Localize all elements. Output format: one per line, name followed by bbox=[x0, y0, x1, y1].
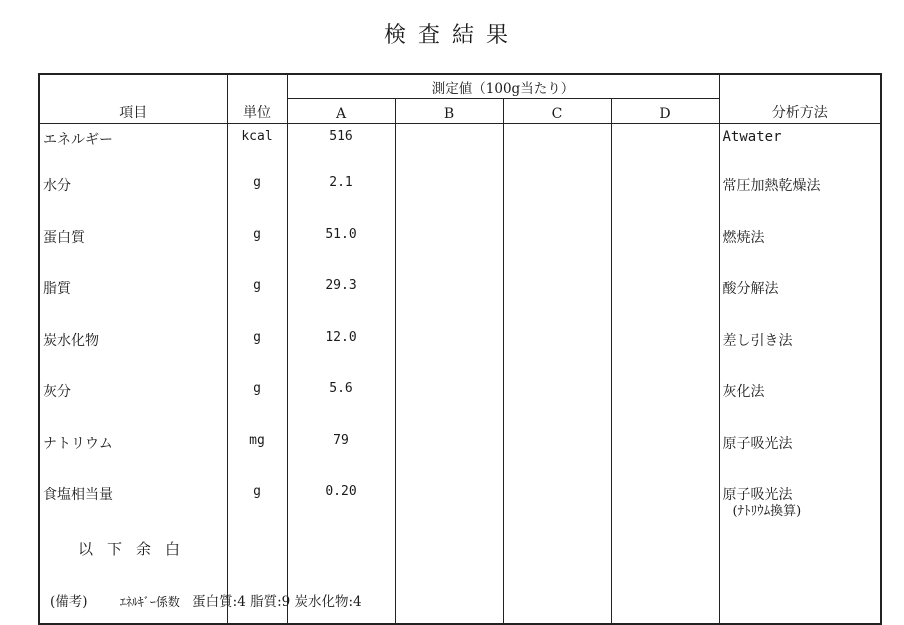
value-d bbox=[611, 375, 719, 427]
item-name: 食塩相当量 bbox=[39, 478, 227, 530]
method-cell: 原子吸光法 (ﾅﾄﾘｳﾑ換算) bbox=[719, 478, 881, 530]
value-a: 5.6 bbox=[287, 375, 395, 427]
value-c bbox=[503, 427, 611, 479]
value-c bbox=[503, 478, 611, 530]
value-a: 29.3 bbox=[287, 272, 395, 324]
value-b bbox=[395, 427, 503, 479]
method-cell: 酸分解法 bbox=[719, 272, 881, 324]
unit-cell: g bbox=[227, 324, 287, 376]
item-name: 灰分 bbox=[39, 375, 227, 427]
table-row bbox=[39, 169, 881, 221]
item-name: 水分 bbox=[39, 169, 227, 221]
item-name: エネルギー bbox=[39, 124, 227, 170]
method-cell: 常圧加熱乾燥法 bbox=[719, 169, 881, 221]
remarks bbox=[50, 590, 362, 610]
header-row-top bbox=[39, 74, 881, 99]
method-cell: 灰化法 bbox=[719, 375, 881, 427]
table-row bbox=[39, 427, 881, 479]
value-d bbox=[611, 221, 719, 273]
header-col-d: D bbox=[611, 99, 719, 124]
table-row bbox=[39, 124, 881, 170]
energy-factors: 蛋白質:4 脂質:9 炭水化物:4 bbox=[192, 594, 362, 610]
unit-cell: g bbox=[227, 221, 287, 273]
value-c bbox=[503, 324, 611, 376]
value-a: 12.0 bbox=[287, 324, 395, 376]
value-b bbox=[395, 375, 503, 427]
remarks-label: (備考) bbox=[50, 594, 88, 610]
table-row bbox=[39, 478, 881, 530]
unit-cell: g bbox=[227, 272, 287, 324]
energy-factor-label: ｴﾈﾙｷﾞｰ係数 bbox=[119, 595, 180, 609]
value-c bbox=[503, 221, 611, 273]
value-a: 0.20 bbox=[287, 478, 395, 530]
unit-cell: g bbox=[227, 375, 287, 427]
value-b bbox=[395, 124, 503, 170]
method-cell: 原子吸光法 bbox=[719, 427, 881, 479]
table-row bbox=[39, 272, 881, 324]
value-a: 2.1 bbox=[287, 169, 395, 221]
header-method: 分析方法 bbox=[719, 74, 881, 124]
item-name: 炭水化物 bbox=[39, 324, 227, 376]
method-cell: 燃焼法 bbox=[719, 221, 881, 273]
table-row bbox=[39, 221, 881, 273]
header-col-a: A bbox=[287, 99, 395, 124]
header-measured-value: 測定値（100g当たり） bbox=[287, 74, 719, 99]
document-title: 検査結果 bbox=[383, 23, 520, 48]
unit-cell: kcal bbox=[227, 124, 287, 170]
value-b bbox=[395, 169, 503, 221]
header-unit: 単位 bbox=[227, 74, 287, 124]
value-d bbox=[611, 427, 719, 479]
unit-cell: g bbox=[227, 478, 287, 530]
table-row bbox=[39, 324, 881, 376]
results-table bbox=[38, 73, 882, 625]
value-c bbox=[503, 272, 611, 324]
value-d bbox=[611, 124, 719, 170]
item-name: 脂質 bbox=[39, 272, 227, 324]
value-b bbox=[395, 221, 503, 273]
value-b bbox=[395, 324, 503, 376]
item-name: ナトリウム bbox=[39, 427, 227, 479]
value-c bbox=[503, 375, 611, 427]
value-c bbox=[503, 169, 611, 221]
value-d bbox=[611, 272, 719, 324]
value-c bbox=[503, 124, 611, 170]
method-cell: 差し引き法 bbox=[719, 324, 881, 376]
header-col-b: B bbox=[395, 99, 503, 124]
value-d bbox=[611, 478, 719, 530]
method-cell: Atwater bbox=[719, 124, 881, 170]
item-name: 蛋白質 bbox=[39, 221, 227, 273]
header-col-c: C bbox=[503, 99, 611, 124]
value-a: 51.0 bbox=[287, 221, 395, 273]
table-row bbox=[39, 375, 881, 427]
value-a: 516 bbox=[287, 124, 395, 170]
value-b bbox=[395, 478, 503, 530]
unit-cell: g bbox=[227, 169, 287, 221]
method-note: (ﾅﾄﾘｳﾑ換算) bbox=[732, 504, 802, 519]
value-b bbox=[395, 272, 503, 324]
value-d bbox=[611, 324, 719, 376]
value-a: 79 bbox=[287, 427, 395, 479]
header-item: 項目 bbox=[39, 74, 227, 124]
ending-mark: 以下余白 bbox=[39, 530, 227, 624]
unit-cell: mg bbox=[227, 427, 287, 479]
value-d bbox=[611, 169, 719, 221]
